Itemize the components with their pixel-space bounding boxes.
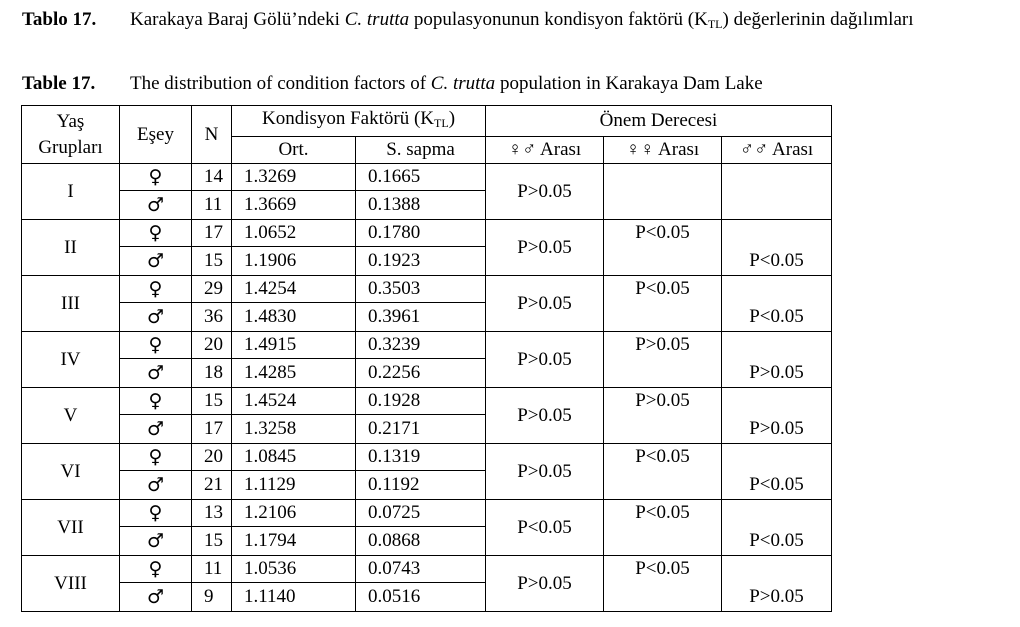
table-row [22, 303, 832, 332]
male-n: 18 [192, 359, 232, 388]
female-sd: 0.0743 [356, 556, 486, 583]
male-symbol: ♂ [120, 247, 192, 276]
female-female-significance [604, 164, 722, 191]
caption-en-text-end: population in Karakaya Dam Lake [495, 73, 763, 94]
female-mean: 1.0652 [232, 220, 356, 247]
male-male-significance-top [722, 500, 832, 527]
male-n: 17 [192, 415, 232, 444]
female-female-significance: P<0.05 [604, 556, 722, 583]
table-row [22, 415, 832, 444]
male-n: 36 [192, 303, 232, 332]
female-sd: 0.1319 [356, 444, 486, 471]
male-male-significance: P<0.05 [722, 527, 832, 556]
caption-tr-label: Tablo 17. [22, 9, 97, 30]
caption-en-species: C. trutta [430, 73, 496, 94]
female-male-significance: P>0.05 [486, 276, 604, 332]
female-female-significance-bottom [604, 583, 722, 612]
male-male-significance-top [722, 332, 832, 359]
age-group-cell: V [22, 388, 120, 444]
table-row [22, 388, 832, 415]
male-male-significance-top [722, 276, 832, 303]
female-sd: 0.1665 [356, 164, 486, 191]
caption-en-text: The distribution of condition factors of [130, 73, 431, 94]
male-symbol: ♂ [120, 191, 192, 220]
table-row [22, 359, 832, 388]
male-n: 15 [192, 247, 232, 276]
male-mean: 1.3258 [232, 415, 356, 444]
caption-tr-text-mid: populasyonunun kondisyon faktörü (K [409, 9, 708, 30]
caption-turkish [22, 8, 1010, 36]
female-sd: 0.1928 [356, 388, 486, 415]
table-row [22, 191, 832, 220]
header-n: N [192, 106, 232, 164]
female-n: 20 [192, 332, 232, 359]
female-mean: 1.4524 [232, 388, 356, 415]
table-row [22, 247, 832, 276]
table-row [22, 500, 832, 527]
male-mean: 1.3669 [232, 191, 356, 220]
female-male-significance: P>0.05 [486, 220, 604, 276]
age-group-cell: VI [22, 444, 120, 500]
condition-factor-table [21, 105, 832, 612]
female-female-significance: P>0.05 [604, 332, 722, 359]
female-female-significance-bottom [604, 359, 722, 388]
male-sd: 0.2256 [356, 359, 486, 388]
male-sd: 0.1192 [356, 471, 486, 500]
female-mean: 1.2106 [232, 500, 356, 527]
table-row [22, 556, 832, 583]
male-n: 15 [192, 527, 232, 556]
male-mean: 1.1140 [232, 583, 356, 612]
male-sd: 0.0516 [356, 583, 486, 612]
table-row [22, 220, 832, 247]
male-male-significance: P>0.05 [722, 359, 832, 388]
male-male-significance-top [722, 220, 832, 247]
female-male-significance: P>0.05 [486, 556, 604, 612]
female-mean: 1.3269 [232, 164, 356, 191]
female-male-significance: P<0.05 [486, 500, 604, 556]
male-symbol: ♂ [120, 583, 192, 612]
female-male-significance: P>0.05 [486, 444, 604, 500]
male-mean: 1.4830 [232, 303, 356, 332]
male-symbol: ♂ [120, 471, 192, 500]
female-n: 13 [192, 500, 232, 527]
age-group-cell: IV [22, 332, 120, 388]
female-female-significance: P<0.05 [604, 276, 722, 303]
female-symbol: ♀ [120, 556, 192, 583]
header-sd: S. sapma [356, 137, 486, 164]
female-female-significance-bottom [604, 415, 722, 444]
male-symbol: ♂ [120, 303, 192, 332]
age-group-cell: VII [22, 500, 120, 556]
female-mean: 1.4915 [232, 332, 356, 359]
male-male-significance: P>0.05 [722, 415, 832, 444]
male-male-significance: P<0.05 [722, 471, 832, 500]
table-row [22, 276, 832, 303]
female-symbol: ♀ [120, 444, 192, 471]
male-male-significance [722, 191, 832, 220]
caption-tr-text-end: ) değerlerinin dağılımları [722, 9, 914, 30]
male-male-significance-top [722, 388, 832, 415]
caption-tr-species: C. trutta [344, 9, 410, 30]
age-group-cell: III [22, 276, 120, 332]
female-n: 20 [192, 444, 232, 471]
header-age-groups: Yaş Grupları [22, 106, 120, 164]
caption-english [22, 72, 763, 96]
female-symbol: ♀ [120, 388, 192, 415]
male-mean: 1.1794 [232, 527, 356, 556]
male-n: 11 [192, 191, 232, 220]
female-sd: 0.1780 [356, 220, 486, 247]
header-male-male: ♂♂ Arası [722, 137, 832, 164]
female-female-significance: P>0.05 [604, 388, 722, 415]
table-row [22, 527, 832, 556]
table-row [22, 164, 832, 191]
female-female-significance-bottom [604, 527, 722, 556]
male-symbol: ♂ [120, 527, 192, 556]
male-male-significance-top [722, 444, 832, 471]
male-n: 21 [192, 471, 232, 500]
female-n: 29 [192, 276, 232, 303]
female-female-significance-bottom [604, 247, 722, 276]
header-sex: Eşey [120, 106, 192, 164]
male-symbol: ♂ [120, 359, 192, 388]
table-row [22, 583, 832, 612]
female-mean: 1.0536 [232, 556, 356, 583]
female-female-significance-bottom [604, 303, 722, 332]
female-female-significance: P<0.05 [604, 500, 722, 527]
male-male-significance: P>0.05 [722, 583, 832, 612]
male-sd: 0.1923 [356, 247, 486, 276]
male-male-significance: P<0.05 [722, 247, 832, 276]
caption-tr-subscript: TL [707, 17, 723, 31]
female-female-significance: P<0.05 [604, 444, 722, 471]
male-sd: 0.2171 [356, 415, 486, 444]
caption-en-label: Table 17. [22, 73, 96, 94]
female-mean: 1.4254 [232, 276, 356, 303]
male-symbol: ♂ [120, 415, 192, 444]
male-mean: 1.1129 [232, 471, 356, 500]
female-sd: 0.0725 [356, 500, 486, 527]
header-female-male: ♀♂ Arası [486, 137, 604, 164]
female-n: 17 [192, 220, 232, 247]
female-symbol: ♀ [120, 500, 192, 527]
table-row [22, 471, 832, 500]
female-male-significance: P>0.05 [486, 332, 604, 388]
header-significance: Önem Derecesi [486, 106, 832, 137]
age-group-cell: VIII [22, 556, 120, 612]
female-female-significance: P<0.05 [604, 220, 722, 247]
female-mean: 1.0845 [232, 444, 356, 471]
female-sd: 0.3239 [356, 332, 486, 359]
female-n: 15 [192, 388, 232, 415]
male-male-significance-top [722, 164, 832, 191]
age-group-cell: II [22, 220, 120, 276]
female-female-significance-bottom [604, 191, 722, 220]
table-row [22, 444, 832, 471]
header-condition-factor: Kondisyon Faktörü $(K_{TL})$ [232, 106, 486, 137]
male-sd: 0.0868 [356, 527, 486, 556]
male-male-significance-top [722, 556, 832, 583]
table-row [22, 332, 832, 359]
female-male-significance: P>0.05 [486, 388, 604, 444]
male-mean: 1.1906 [232, 247, 356, 276]
header-mean: Ort. [232, 137, 356, 164]
female-sd: 0.3503 [356, 276, 486, 303]
male-n: 9 [192, 583, 232, 612]
male-mean: 1.4285 [232, 359, 356, 388]
female-male-significance: P>0.05 [486, 164, 604, 220]
female-n: 11 [192, 556, 232, 583]
male-male-significance: P<0.05 [722, 303, 832, 332]
male-sd: 0.3961 [356, 303, 486, 332]
female-female-significance-bottom [604, 471, 722, 500]
male-sd: 0.1388 [356, 191, 486, 220]
female-symbol: ♀ [120, 220, 192, 247]
female-symbol: ♀ [120, 164, 192, 191]
header-female-female: ♀♀ Arası [604, 137, 722, 164]
age-group-cell: I [22, 164, 120, 220]
female-symbol: ♀ [120, 332, 192, 359]
female-symbol: ♀ [120, 276, 192, 303]
caption-tr-text: Karakaya Baraj Gölü’ndeki [130, 9, 345, 30]
female-n: 14 [192, 164, 232, 191]
